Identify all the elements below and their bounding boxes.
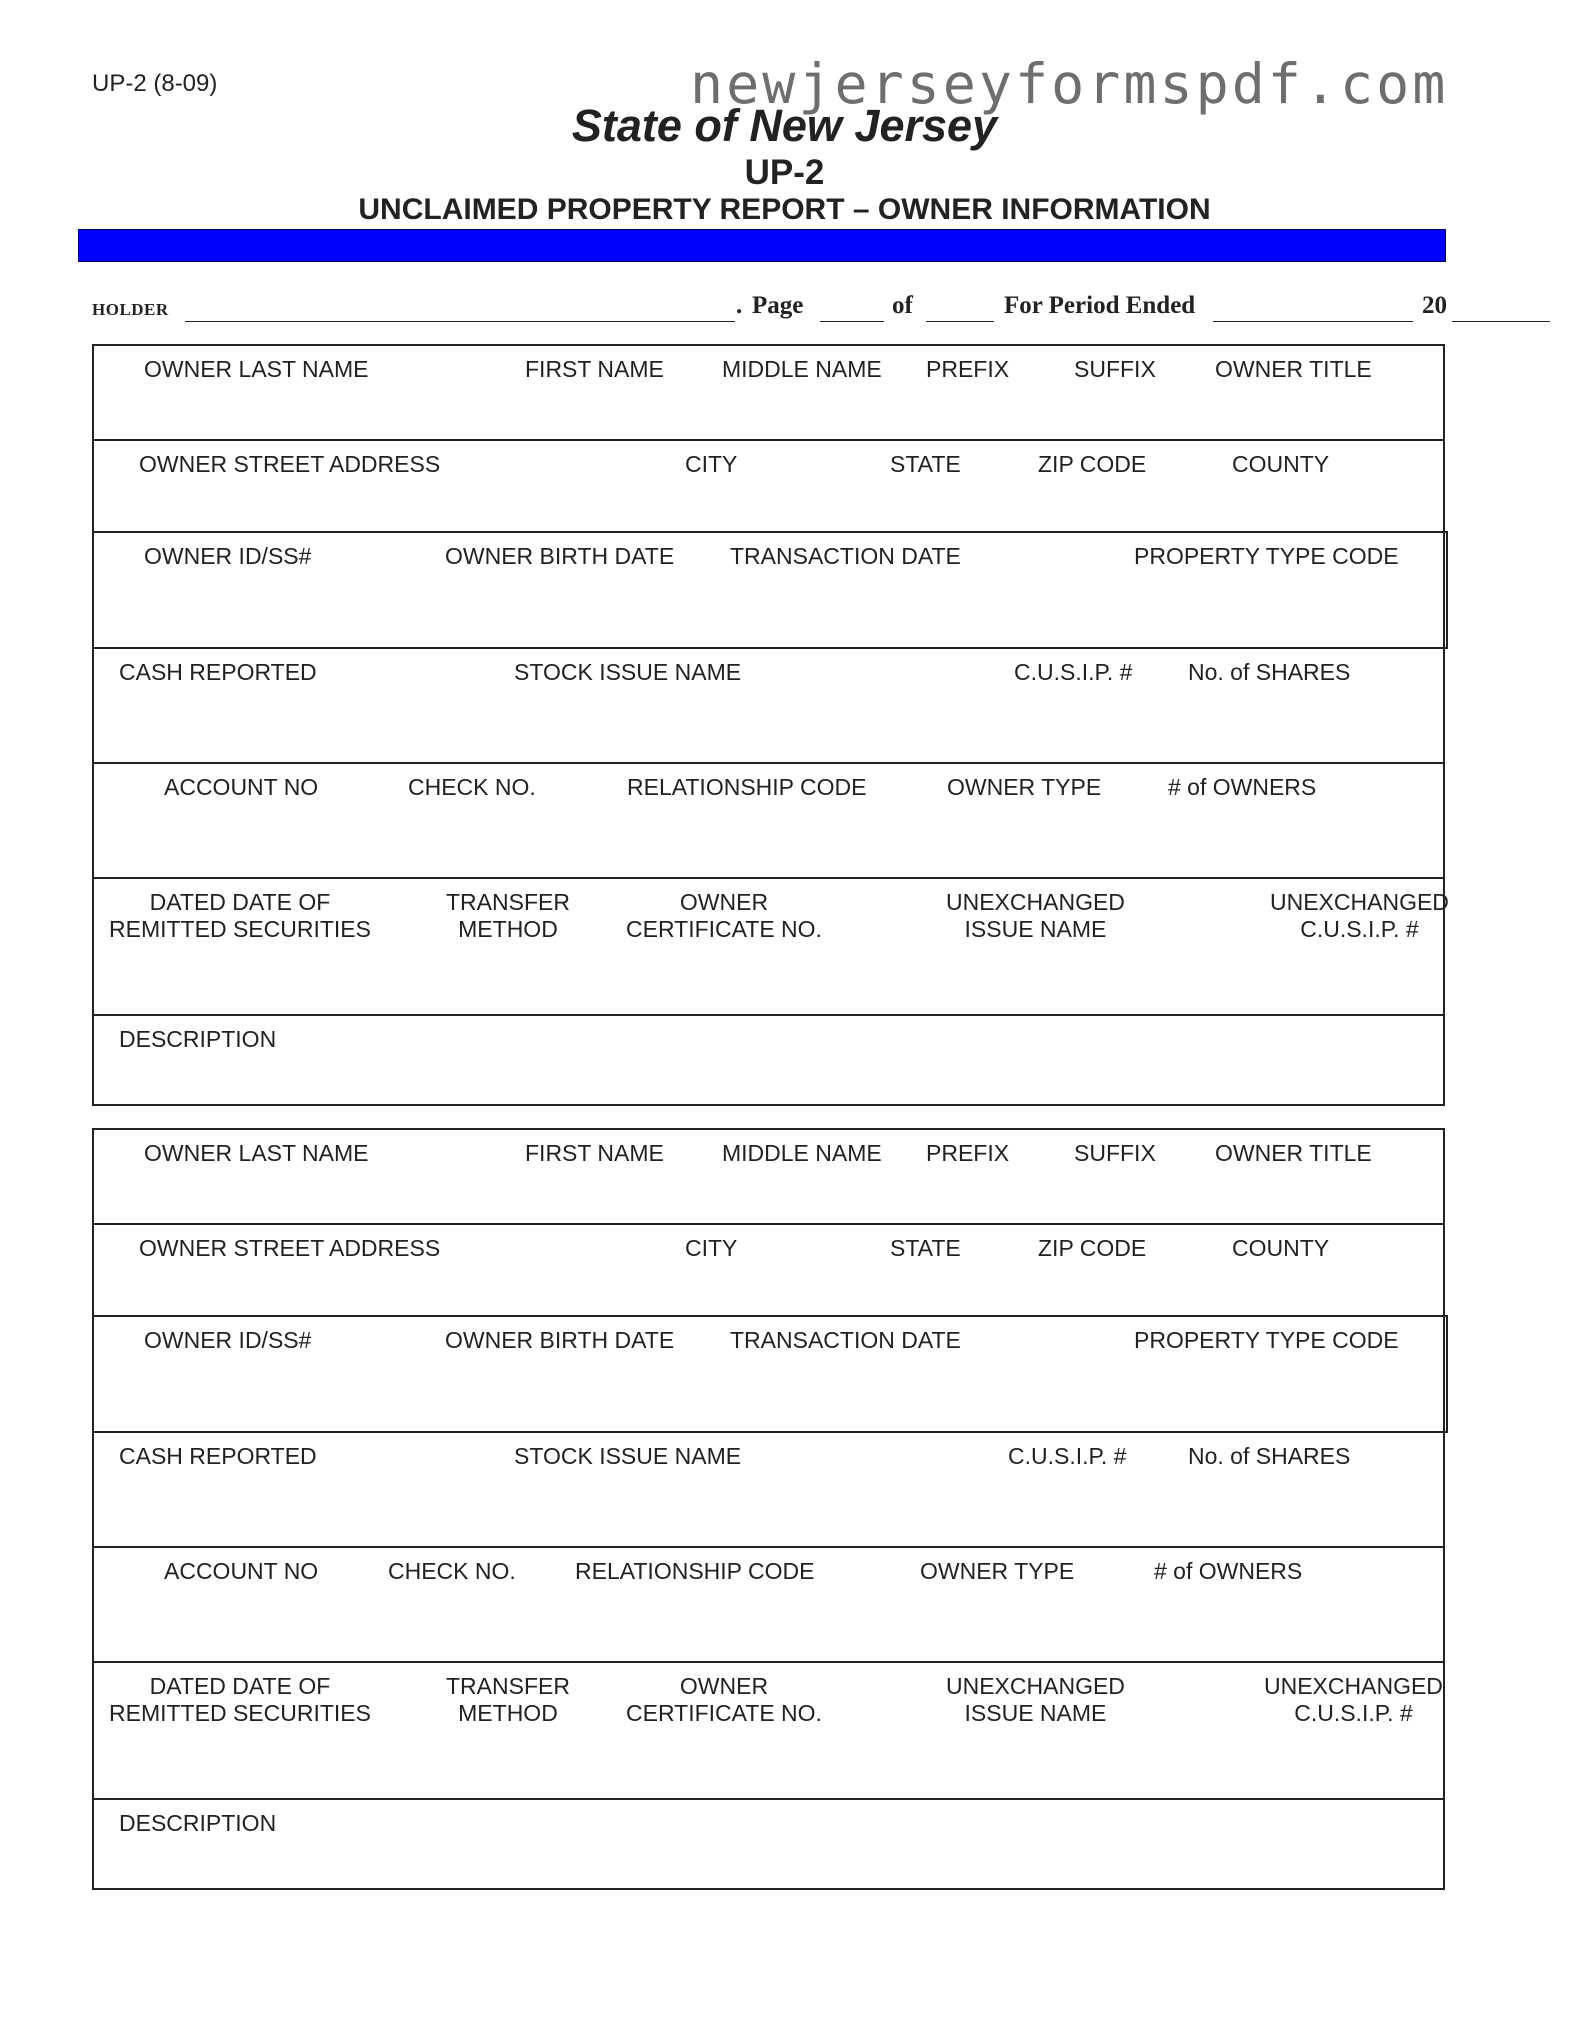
field-label: # of OWNERS xyxy=(1168,774,1317,800)
field-label: # of OWNERS xyxy=(1154,1558,1303,1584)
form-row[interactable] xyxy=(94,439,1443,531)
year-field[interactable] xyxy=(1452,319,1550,322)
form-code-title: UP-2 xyxy=(744,153,825,192)
field-label-line: CERTIFICATE NO. xyxy=(626,1700,822,1726)
page-total-field[interactable] xyxy=(926,319,994,322)
field-label: STATE xyxy=(890,1235,961,1261)
field-label: OWNER LAST NAME xyxy=(144,1140,369,1166)
field-label: PREFIX xyxy=(926,1140,1010,1166)
field-label: ZIP CODE xyxy=(1038,1235,1147,1261)
field-label-line: UNEXCHANGED xyxy=(1270,889,1449,915)
field-label: STOCK ISSUE NAME xyxy=(514,659,742,685)
row-border-extension xyxy=(1440,1315,1448,1433)
form-row[interactable] xyxy=(94,762,1443,877)
watermark-text: newjerseyformspdf.com xyxy=(690,52,1449,116)
field-label: OWNER BIRTH DATE xyxy=(445,543,675,569)
field-label-line: ISSUE NAME xyxy=(964,916,1107,942)
form-row[interactable] xyxy=(94,1130,1443,1223)
field-label-line: OWNER xyxy=(679,889,769,915)
title-accent-bar xyxy=(78,229,1446,262)
of-label: of xyxy=(892,292,913,319)
field-label: DESCRIPTION xyxy=(119,1810,277,1836)
field-label xyxy=(446,889,570,943)
field-label: PROPERTY TYPE CODE xyxy=(1134,1327,1399,1353)
field-label-line: REMITTED SECURITIES xyxy=(109,1700,371,1726)
form-row[interactable] xyxy=(94,1014,1443,1108)
field-label-line: METHOD xyxy=(458,916,558,942)
field-label: PREFIX xyxy=(926,356,1010,382)
field-label: OWNER TYPE xyxy=(920,1558,1075,1584)
field-label-line: REMITTED SECURITIES xyxy=(109,916,371,942)
field-label: ACCOUNT NO xyxy=(164,774,319,800)
field-label xyxy=(1270,889,1449,943)
field-label: MIDDLE NAME xyxy=(722,356,882,382)
field-label: OWNER LAST NAME xyxy=(144,356,369,382)
field-label-line: OWNER xyxy=(679,1673,769,1699)
field-label-line: C.U.S.I.P. # xyxy=(1300,916,1419,942)
field-label: TRANSACTION DATE xyxy=(730,543,961,569)
form-row[interactable] xyxy=(94,877,1449,1014)
field-label xyxy=(1264,1673,1443,1727)
field-label: STATE xyxy=(890,451,961,477)
field-label-line: C.U.S.I.P. # xyxy=(1294,1700,1413,1726)
form-row[interactable] xyxy=(94,1315,1443,1431)
field-label-line: TRANSFER xyxy=(446,1673,570,1699)
field-label: CITY xyxy=(685,1235,738,1261)
field-label-line: ISSUE NAME xyxy=(964,1700,1107,1726)
form-row[interactable] xyxy=(94,346,1443,439)
field-label: OWNER BIRTH DATE xyxy=(445,1327,675,1353)
field-label: COUNTY xyxy=(1232,1235,1330,1261)
field-label: RELATIONSHIP CODE xyxy=(575,1558,815,1584)
page-label: Page xyxy=(752,292,804,319)
field-label xyxy=(946,1673,1125,1727)
row-border-extension xyxy=(1440,531,1448,649)
field-label xyxy=(446,1673,570,1727)
state-title: State of New Jersey xyxy=(571,100,998,151)
field-label: CHECK NO. xyxy=(408,774,536,800)
field-label-line: CERTIFICATE NO. xyxy=(626,916,822,942)
owner-section xyxy=(92,344,1449,1106)
field-label: COUNTY xyxy=(1232,451,1330,477)
holder-field[interactable] xyxy=(185,319,735,322)
field-label: RELATIONSHIP CODE xyxy=(627,774,867,800)
page-number-field[interactable] xyxy=(820,319,884,322)
report-title: UNCLAIMED PROPERTY REPORT – OWNER INFORMATION xyxy=(358,193,1211,226)
field-label xyxy=(626,889,822,943)
field-label: FIRST NAME xyxy=(525,1140,664,1166)
field-label-line: METHOD xyxy=(458,1700,558,1726)
field-label: CHECK NO. xyxy=(388,1558,516,1584)
field-label xyxy=(109,889,371,943)
field-label: OWNER TYPE xyxy=(947,774,1102,800)
field-label: OWNER STREET ADDRESS xyxy=(139,1235,441,1261)
field-label xyxy=(109,1673,371,1727)
field-label: ACCOUNT NO xyxy=(164,1558,319,1584)
field-label-line: DATED DATE OF xyxy=(149,1673,331,1699)
field-label: OWNER STREET ADDRESS xyxy=(139,451,441,477)
field-label-line: DATED DATE OF xyxy=(149,889,331,915)
form-id: UP-2 (8-09) xyxy=(92,70,218,97)
form-row[interactable] xyxy=(94,1223,1443,1315)
holder-line xyxy=(92,292,1454,322)
field-label: PROPERTY TYPE CODE xyxy=(1134,543,1399,569)
holder-label: HOLDER xyxy=(92,300,169,319)
period-ended-field[interactable] xyxy=(1213,319,1413,322)
field-label-line: UNEXCHANGED xyxy=(946,1673,1125,1699)
field-label: ZIP CODE xyxy=(1038,451,1147,477)
form-row[interactable] xyxy=(94,1546,1443,1661)
field-label: SUFFIX xyxy=(1074,356,1156,382)
form-row[interactable] xyxy=(94,1798,1443,1892)
field-label: FIRST NAME xyxy=(525,356,664,382)
field-label: OWNER TITLE xyxy=(1215,356,1372,382)
form-row[interactable] xyxy=(94,1661,1443,1798)
field-label-line: TRANSFER xyxy=(446,889,570,915)
field-label: OWNER ID/SS# xyxy=(144,1327,312,1353)
field-label: OWNER TITLE xyxy=(1215,1140,1372,1166)
field-label: STOCK ISSUE NAME xyxy=(514,1443,742,1469)
field-label xyxy=(626,1673,822,1727)
field-label: CASH REPORTED xyxy=(119,1443,317,1469)
field-label: No. of SHARES xyxy=(1188,659,1351,685)
field-label: DESCRIPTION xyxy=(119,1026,277,1052)
owner-section xyxy=(92,1128,1445,1890)
field-label: CASH REPORTED xyxy=(119,659,317,685)
form-row[interactable] xyxy=(94,531,1443,647)
year-prefix: 20 xyxy=(1422,292,1447,319)
field-label: C.U.S.I.P. # xyxy=(1014,659,1133,685)
field-label xyxy=(946,889,1125,943)
field-label: SUFFIX xyxy=(1074,1140,1156,1166)
field-label: MIDDLE NAME xyxy=(722,1140,882,1166)
period-ended-label: For Period Ended xyxy=(1004,292,1196,319)
field-label: OWNER ID/SS# xyxy=(144,543,312,569)
field-label-line: UNEXCHANGED xyxy=(946,889,1125,915)
form-row[interactable] xyxy=(94,1431,1443,1546)
form-row[interactable] xyxy=(94,647,1443,762)
field-label: CITY xyxy=(685,451,738,477)
field-label-line: UNEXCHANGED xyxy=(1264,1673,1443,1699)
field-label: No. of SHARES xyxy=(1188,1443,1351,1469)
field-label: C.U.S.I.P. # xyxy=(1008,1443,1127,1469)
holder-period: . xyxy=(736,292,743,319)
field-label: TRANSACTION DATE xyxy=(730,1327,961,1353)
